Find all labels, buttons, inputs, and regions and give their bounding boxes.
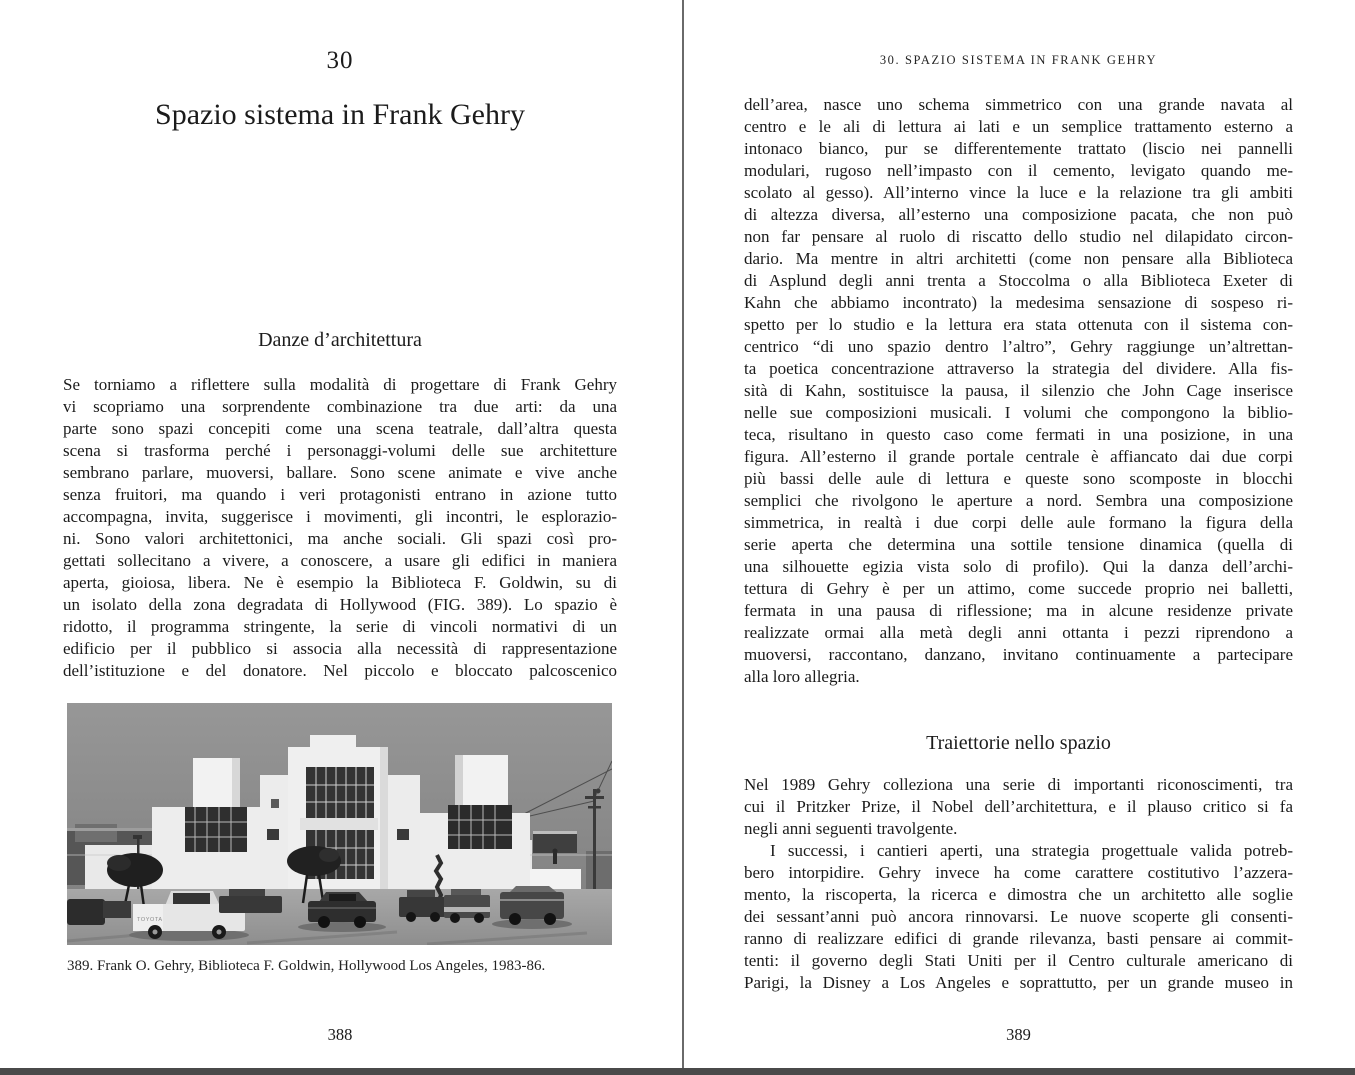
text-line: alla loro allegria. — [744, 667, 860, 686]
text-line: più bassi delle aule di lettura e queste sono scomposte in blocchi — [744, 469, 1293, 488]
text-line: I successi, i cantieri aperti, una strategia progettuale valida potreb- — [770, 841, 1293, 860]
text-line: tenti: il governo degli Stati Uniti per il Centro culturale americano di — [744, 951, 1293, 970]
text-line: dell’istituzione e del donatore. Nel piccolo e bloccato palcoscenico — [63, 661, 617, 680]
text-line: fermata in una pausa di riflessione; ma in alcune residenze private — [744, 601, 1293, 620]
text-line: bero intorpidire. Gehry invece ha come carattere costitutivo l’azzera- — [744, 863, 1293, 882]
text-line: non far pensare al ruolo di riscatto dello studio nel dilapidato circon- — [744, 227, 1293, 246]
body-text-trajectories — [744, 774, 1293, 994]
text-line: di Asplund degli anni trenta a Stoccolma o alla Biblioteca Exeter di — [744, 271, 1293, 290]
text-line: dario. Ma mentre in altri architetti (come non pensare alla Biblioteca — [744, 249, 1293, 268]
page-number-right: 389 — [1006, 1025, 1031, 1044]
chapter-title: Spazio sistema in Frank Gehry — [155, 98, 525, 131]
text-line: gettati sollecitano a vivere, a conoscere, a usare gli edifici in maniera — [63, 551, 617, 570]
text-line: accompagna, invita, suggerisce i movimenti, gli incontri, le esplorazio- — [63, 507, 617, 526]
text-line: Kahn che abbiamo incontrato) la medesima sensazione di sospeso ri- — [744, 293, 1293, 312]
page-right — [684, 0, 1355, 1068]
text-line: Se torniamo a riflettere sulla modalità di progettare di Frank Gehry — [63, 375, 617, 394]
text-line: scolato al gesso). All’interno vince la luce e la relazione tra gli ambiti — [744, 183, 1293, 202]
text-line: senza fruitori, ma quando i veri protagonisti entrano in azione tutto — [63, 485, 617, 504]
chapter-number: 30 — [326, 47, 354, 74]
text-line: centrico “di uno spazio dentro l’altro”, Gehry raggiunge un’altrettan- — [744, 337, 1293, 356]
text-line: un isolato della zona degradata di Hollywood (FIG. 389). Lo spazio è — [63, 595, 617, 614]
text-line: ni. Sono valori architettonici, ma anche sociali. Gli spazi così pro- — [63, 529, 617, 548]
text-line: edificio per il pubblico si associa alla necessità di rappresentazione — [63, 639, 617, 658]
text-line: semplici che rivolgono le aperture a nord. Sembra una composizione — [744, 491, 1293, 510]
text-line: una silhouette egizia vista solo di profilo). Qui la danza dell’archi- — [744, 557, 1293, 576]
text-line: sembrano parlare, muoversi, ballare. Sono scene animate e vive anche — [63, 463, 617, 482]
footer-bar — [0, 1068, 1355, 1075]
text-line: realizzate ormai alla metà degli anni ottanta i pezzi riprendono a — [744, 623, 1293, 642]
text-line: centro e le ali di lettura ai lati e un semplice trattamento esterno a — [744, 117, 1293, 136]
text-line: mento, la riscoperta, la ricerca e dimostra che un architetto alle soglie — [744, 885, 1293, 904]
body-text — [63, 374, 617, 682]
text-line: parte sono spazi concepiti come una scena teatrale, dall’altra questa — [63, 419, 617, 438]
text-line: muoversi, raccontano, danzano, invitano continuamente a partecipare — [744, 645, 1293, 664]
text-line: scena si trasforma perché i personaggi-volumi delle sue architetture — [63, 441, 617, 460]
text-line: figura. All’esterno il grande portale centrale è affiancato dai due corpi — [744, 447, 1293, 466]
text-line: spetto per lo studio e la lettura era stata ottenuta con il sistema con- — [744, 315, 1293, 334]
text-line: dell’area, nasce uno schema simmetrico con una grande navata al — [744, 95, 1293, 114]
text-line: nelle sue composizioni musicali. I volumi che compongono la biblio- — [744, 403, 1293, 422]
figure-photo — [67, 703, 612, 945]
text-line: ta poetica concentrazione attraverso la strategia del dividere. Alla fis- — [744, 359, 1293, 378]
text-line: Nel 1989 Gehry colleziona una serie di importanti riconoscimenti, tra — [744, 775, 1293, 794]
text-line: intonaco bianco, pur se differentemente trattato (liscio nei pannelli — [744, 139, 1293, 158]
running-head: 30. SPAZIO SISTEMA IN FRANK GEHRY — [879, 53, 1158, 67]
text-line: ranno di realizzare edifici di grande rilevanza, basti pensare ai commit- — [744, 929, 1293, 948]
text-line: simmetrica, in realtà i due corpi delle aule formano la figura della — [744, 513, 1293, 532]
body-text-continued — [744, 94, 1293, 688]
text-line: negli anni seguenti travolgente. — [744, 819, 958, 838]
text-line: tettura di Gehry è per un attimo, come succede proprio nei balletti, — [744, 579, 1293, 598]
library-photo-illustration — [67, 703, 612, 945]
section-heading: Danze d’architettura — [258, 329, 422, 351]
text-line: di altezza diversa, all’esterno una composizione pacata, che non può — [744, 205, 1293, 224]
text-line: aperta, gioiosa, libera. Ne è esempio la Biblioteca F. Goldwin, su di — [63, 573, 617, 592]
text-line: teca, risultano in questo caso come fermati in una posizione, in una — [744, 425, 1293, 444]
text-line: cui il Pritzker Prize, il Nobel dell’architettura, e il plauso critico si fa — [744, 797, 1293, 816]
text-line: modulari, rugoso nell’impasto con il cemento, levigato quando me- — [744, 161, 1293, 180]
text-line: vi scopriamo una sorprendente combinazione tra due arti: da una — [63, 397, 617, 416]
section-heading: Traiettorie nello spazio — [926, 732, 1111, 754]
text-line: serie aperta che determina una sottile tensione dinamica (quella di — [744, 535, 1293, 554]
text-line: ridotto, il programma stringente, la serie di vincoli normativi di un — [63, 617, 617, 636]
text-line: Parigi, la Disney a Los Angeles e soprattutto, per un grande museo in — [744, 973, 1293, 992]
text-line: sità di Kahn, sostituisce la pausa, il silenzio che John Cage inserisce — [744, 381, 1293, 400]
figure-caption: 389. Frank O. Gehry, Biblioteca F. Goldwin, Hollywood Los Angeles, 1983-86. — [67, 958, 546, 974]
page-number-left: 388 — [327, 1025, 353, 1044]
truck-label: TOYOTA — [137, 917, 163, 923]
text-line: dei sessant’anni può ancora rinnovarsi. Le nuove scoperte gli consenti- — [744, 907, 1293, 926]
